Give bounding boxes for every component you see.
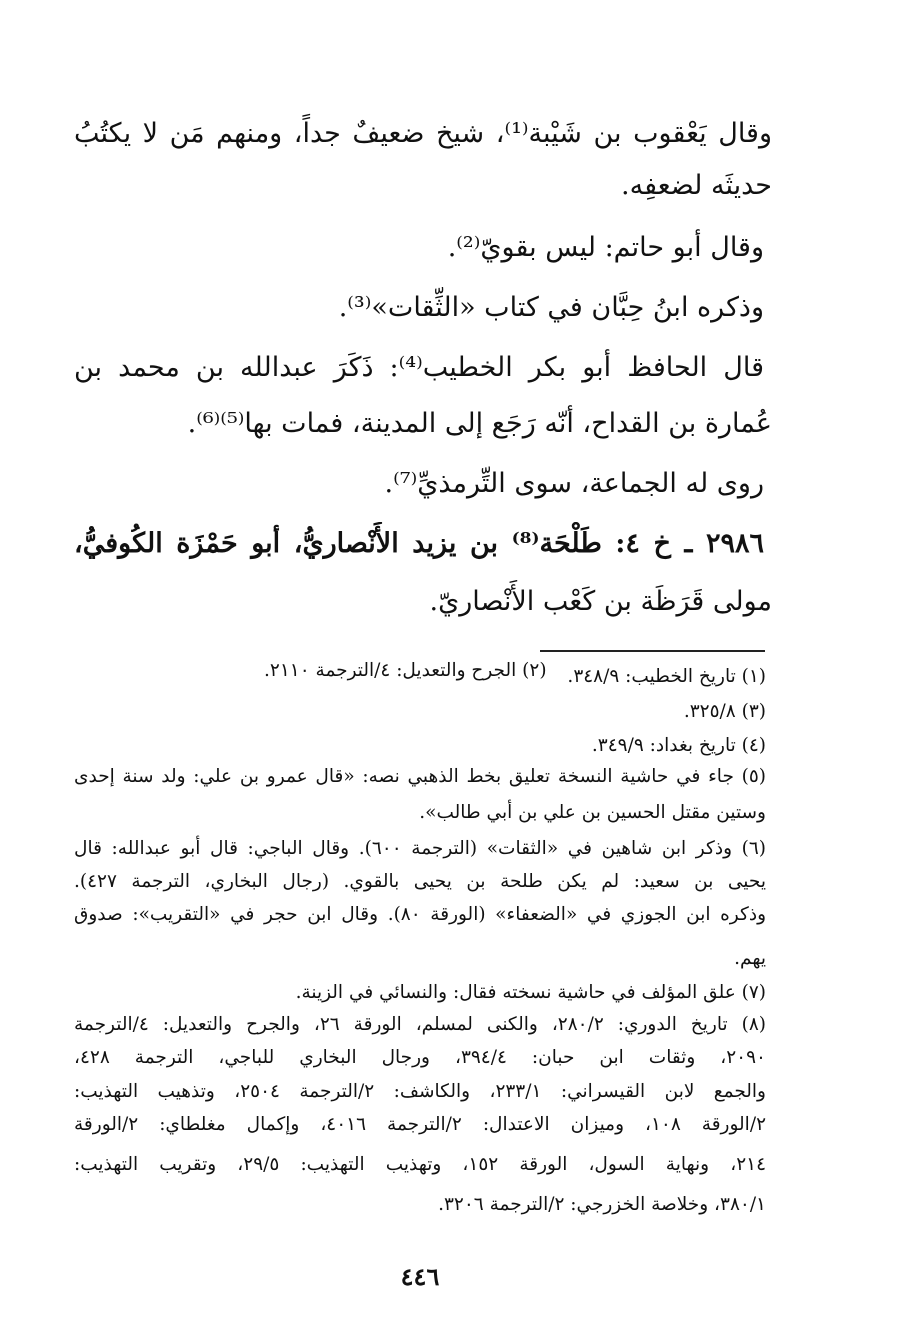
footnote-6-line-3: وذكره ابن الجوزي في «الضعفاء» (الورقة ٨٠). وقال ابن حجر في «التقريب»: صدوق bbox=[74, 904, 766, 925]
body-line-6: عُمارة بن القداح، أنّه رَجَع إلى المدينة، فمات بها⁽⁵⁾⁽⁶⁾. bbox=[187, 408, 772, 439]
footnote-2: (٢) الجرح والتعديل: ٤/الترجمة ٢١١٠. bbox=[264, 660, 547, 681]
footnote-8-line-3: والجمع لابن القيسراني: ٢٣٣/١، والكاشف: ٢/الترجمة ٢٥٠٤، وتذهيب التهذيب: bbox=[74, 1081, 766, 1102]
footnote-8-line-4: ٢/الورقة ١٠٨، وميزان الاعتدال: ٢/الترجمة ٤٠١٦، وإكمال مغلطاي: ٢/الورقة bbox=[74, 1114, 766, 1135]
body-line-4: وذكره ابنُ حِبَّان في كتاب «الثِّقات»⁽³⁾. bbox=[338, 292, 764, 323]
page-number: ٤٤٦ bbox=[400, 1262, 440, 1291]
body-line-9: مولى قَرَظَة بن كَعْب الأَنْصاريّ. bbox=[429, 586, 772, 617]
body-line-1: وقال يَعْقوب بن شَيْبة⁽¹⁾، شيخ ضعيفٌ جداً، ومنهم مَن لا يكتُبُ bbox=[74, 118, 772, 149]
footnote-divider bbox=[540, 650, 765, 652]
footnote-8-line-1: (٨) تاريخ الدوري: ٢٨٠/٢، والكنى لمسلم، الورقة ٢٦، والجرح والتعديل: ٤/الترجمة bbox=[74, 1014, 766, 1035]
body-line-2: حديثَه لضعفِه. bbox=[621, 170, 772, 201]
footnote-4: (٤) تاريخ بغداد: ٣٤٩/٩. bbox=[591, 735, 766, 756]
footnote-1: (١) تاريخ الخطيب: ٣٤٨/٩. bbox=[567, 666, 766, 687]
footnote-8-line-5: ٢١٤، ونهاية السول، الورقة ١٥٢، وتهذيب التهذيب: ٢٩/٥، وتقريب التهذيب: bbox=[74, 1154, 766, 1175]
footnote-8-line-6: ٣٨٠/١، وخلاصة الخزرجي: ٢/الترجمة ٣٢٠٦. bbox=[438, 1194, 766, 1215]
footnote-6-line-1: (٦) وذكر ابن شاهين في «الثقات» (الترجمة ٦٠٠). وقال الباجي: قال أبو عبدالله: قال bbox=[74, 838, 766, 859]
footnote-3: (٣) ٣٢٥/٨. bbox=[683, 701, 766, 722]
footnote-5-line-2: وستين مقتل الحسين بن علي بن أبي طالب». bbox=[419, 802, 766, 823]
footnote-6-line-4: يهم. bbox=[734, 948, 766, 969]
body-line-3: وقال أبو حاتم: ليس بقويّ⁽²⁾. bbox=[447, 232, 764, 263]
entry-heading-line: ٢٩٨٦ ـ خ ٤: طَلْحَة⁽⁸⁾ بن يزيد الأَنْصاريُّ، أبو حَمْزَة الكُوفيُّ، bbox=[74, 528, 764, 559]
body-line-5: قال الحافظ أبو بكر الخطيب⁽⁴⁾: ذَكَرَ عبدالله بن محمد بن bbox=[74, 352, 764, 383]
body-line-7: روى له الجماعة، سوى التِّرمذيِّ⁽⁷⁾. bbox=[384, 468, 764, 499]
footnote-6-line-2: يحيى بن سعيد: لم يكن طلحة بن يحيى بالقوي. (رجال البخاري، الترجمة ٤٢٧). bbox=[74, 871, 766, 892]
footnote-8-line-2: ٢٠٩٠، وثقات ابن حبان: ٣٩٤/٤، ورجال البخاري للباجي، الترجمة ٤٢٨، bbox=[74, 1047, 766, 1068]
footnote-5-line-1: (٥) جاء في حاشية النسخة تعليق بخط الذهبي نصه: «قال عمرو بن علي: ولد سنة إحدى bbox=[74, 766, 766, 787]
footnote-7: (٧) علق المؤلف في حاشية نسخته فقال: والنسائي في الزينة. bbox=[295, 982, 766, 1003]
